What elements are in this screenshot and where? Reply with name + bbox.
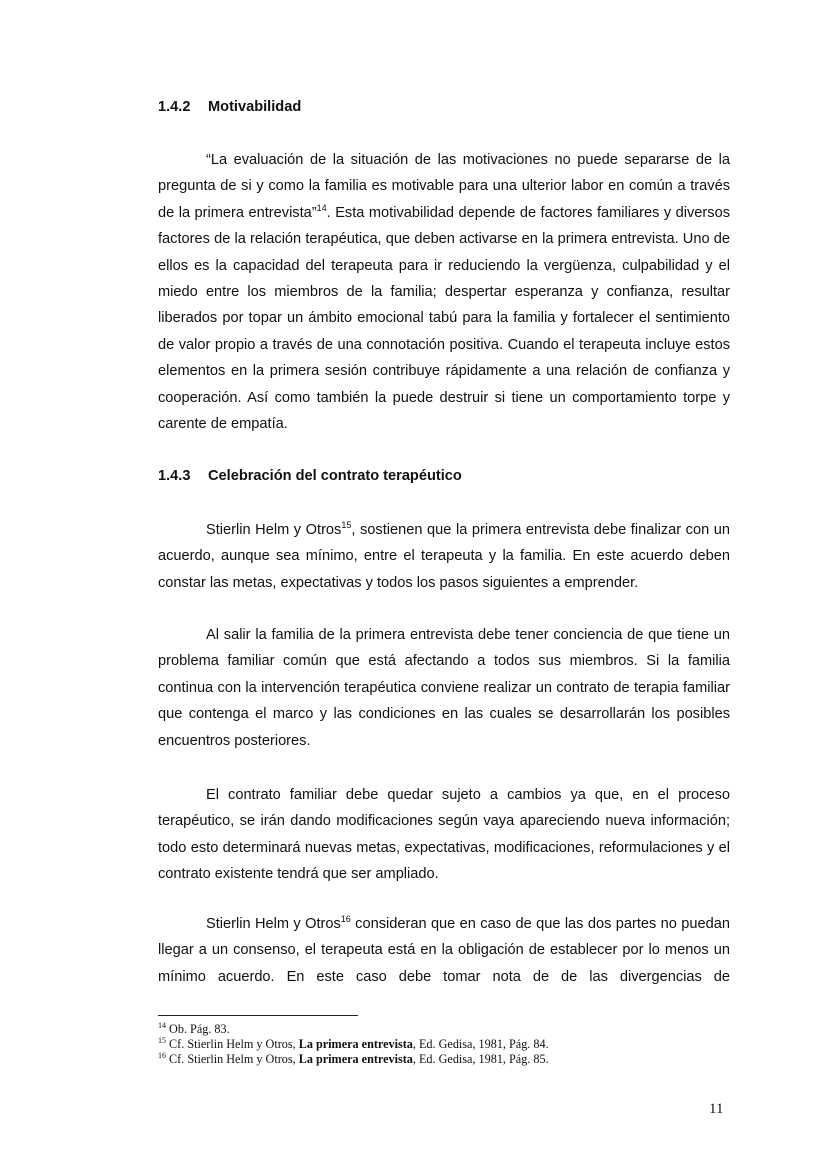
footnote-16: $^{16}$ Cf. Stierlin Helm y Otros, La primera entrevista, Ed. Gedisa, 1981, Pág. 85.	[158, 1051, 549, 1067]
paragraph-salir-familia: Al salir la familia de la primera entrevista debe tener conciencia de que tiene un problema familiar común que está afectando a todos sus miembros. Si la familia continua con la intervención terapéutica conviene realizar un contrato de terapia familiar que contenga el marco y las condiciones en las cuales se desarrollarán los posibles encuentros posteriores.	[158, 627, 730, 749]
footnotes	[158, 1022, 718, 1068]
footnote-separator	[158, 1015, 358, 1016]
footnote-ref-15[interactable]: 15	[341, 520, 352, 531]
paragraph-contrato-familiar: El contrato familiar debe quedar sujeto a cambios ya que, en el proceso terapéutico, se irán dando modificaciones según vaya apareciendo nueva información; todo esto determinará nuevas metas, expectativas, modificaciones, reformulaciones y el contrato existente tendrá que ser ampliado.	[158, 787, 730, 883]
section-number: 1.4.2	[158, 99, 191, 115]
page-number: 11	[709, 1101, 724, 1117]
paragraph-acuerdo: Stierlin Helm y Otros$^{15}$, sostienen que la primera entrevista debe finalizar con un acuerdo, aunque sea mínimo, entre el terapeuta y la familia. En este acuerdo deben constar las metas, expectativas y todos los pasos siguientes a emprender.	[158, 520, 730, 591]
footnote-14: $^{14}$ Ob. Pág. 83.	[158, 1020, 230, 1036]
book-title: La primera entrevista	[298, 1037, 413, 1052]
book-title: La primera entrevista	[298, 1052, 413, 1067]
section-title: Motivabilidad	[208, 99, 302, 115]
section-body-1-4-2	[158, 147, 730, 437]
paragraph-consenso: Stierlin Helm y Otros$^{16}$ consideran que en caso de que las dos partes no puedan llegar a un consenso, el terapeuta está en la obligación de establecer por lo menos un mínimo acuerdo. En este caso debe tomar nota de de las divergencias de	[158, 914, 730, 985]
footnote-ref-14[interactable]: 14	[316, 202, 327, 213]
section-heading-1-4-3	[158, 468, 462, 484]
section-heading-1-4-2	[158, 99, 301, 115]
paragraph-motivabilidad: “La evaluación de la situación de las motivaciones no puede separarse de la pregunta de si y como la familia es motivable para una ulterior labor en común a través de la primera entrevista”$^{14}$. Esta motivabilidad depende de factores familiares y diversos factores de la relación terapéutica, que deben activarse en la primera entrevista. Uno de ellos es la capacidad del terapeuta para ir reduciendo la vergüenza, culpabilidad y el miedo entre los miembros de la familia; despertar esperanza y confianza, resultar liberados por topar un ámbito emocional tabú para la familia y fortalecer el sentimiento de valor propio a través de una connotación positiva. Cuando el terapeuta incluye estos elementos en la primera sesión contribuye rápidamente a una relación de confianza y cooperación. Así como también la puede destruir si tiene un comportamiento torpe y carente de empatía.	[158, 152, 730, 433]
section-number: 1.4.3	[158, 468, 191, 484]
section-title: Celebración del contrato terapéutico	[208, 468, 462, 484]
footnote-15: $^{15}$ Cf. Stierlin Helm y Otros, La primera entrevista, Ed. Gedisa, 1981, Pág. 84.	[158, 1036, 549, 1052]
footnote-ref-16[interactable]: 16	[340, 914, 351, 925]
